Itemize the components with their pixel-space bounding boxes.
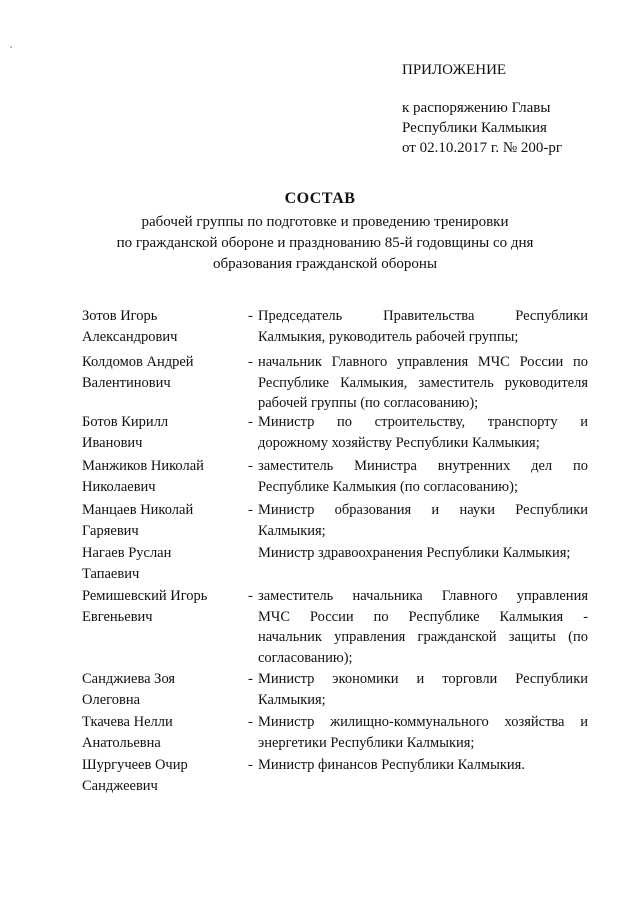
member-role [258,543,588,564]
member-dash: - [248,714,253,730]
member-role-line: Республике Калмыкия (по согласованию); [258,478,518,495]
member-name [82,352,247,393]
member-name-line: Евгеньевич [82,608,153,625]
appendix-heading: ПРИЛОЖЕНИЕ [402,62,507,78]
member-role-line: Республике Калмыкия, заместитель руководителя [258,374,588,391]
member-role-line: Министр жилищно-коммунального хозяйства и [258,714,588,730]
member-role-line: Калмыкия; [258,522,326,539]
member-name [82,586,247,627]
document-subtitle [90,212,560,275]
member-role [258,412,588,453]
member-dash: - [248,502,253,518]
member-name-line: Нагаев Руслан [82,545,172,561]
member-role-line: Министр по строительству, транспорту и [258,414,588,430]
member-role [258,456,588,497]
member-role [258,352,588,414]
member-name-line: Санджеевич [82,777,158,794]
member-name [82,456,247,497]
member-role-line: Калмыкия; [258,691,326,708]
member-role-line: Министр здравоохранения Республики Калмыкия; [258,545,571,561]
member-role [258,500,588,541]
member-name-line: Гаряевич [82,522,139,539]
member-name-line: Валентинович [82,374,171,391]
member-name-line: Анатольевна [82,734,161,751]
member-name [82,500,247,541]
member-name-line: Тапаевич [82,565,140,582]
member-dash: - [248,414,253,430]
appendix-line: Республики Калмыкия [402,120,547,136]
member-dash: - [248,757,253,773]
member-name-line: Олеговна [82,691,141,708]
member-role-line: Министр финансов Республики Калмыкия. [258,757,525,773]
member-name-line: Манцаев Николай [82,502,194,518]
member-role-line: энергетики Республики Калмыкия; [258,734,475,751]
member-dash: - [248,588,253,604]
member-role [258,755,588,776]
member-role [258,306,588,347]
member-role [258,712,588,753]
appendix-line: от 02.10.2017 г. № 200-рг [402,140,563,156]
member-role [258,586,588,668]
member-role-line: заместитель начальника Главного управления [258,588,588,604]
member-role-line: Председатель Правительства Республики [258,308,588,324]
member-name [82,755,247,796]
member-name [82,712,247,753]
member-role-line: МЧС России по Республике Калмыкия - [258,608,588,625]
member-name-line: Колдомов Андрей [82,354,194,370]
member-role-line: рабочей группы (по согласованию); [258,395,479,411]
member-name [82,412,247,453]
member-name-line: Манжиков Николай [82,458,204,474]
member-name-line: Санджиева Зоя [82,671,176,687]
member-name [82,306,247,347]
member-name-line: Ботов Кирилл [82,414,169,430]
member-role-line: начальник управления гражданской защиты (по [258,629,588,645]
subtitle-line: по гражданской обороне и празднованию 85-й годовщины со дня [116,235,534,251]
member-role-line: заместитель Министра внутренних дел по [258,458,588,474]
member-name-line: Иванович [82,434,143,451]
member-role-line: Калмыкия, руководитель рабочей группы; [258,328,519,345]
member-role [258,669,588,710]
member-name-line: Александрович [82,328,178,345]
member-dash: - [248,458,253,474]
member-role-line: начальник Главного управления МЧС России по [258,354,588,370]
member-name-line: Ремишевский Игорь [82,588,208,604]
subtitle-line: рабочей группы по подготовке и проведению тренировки [141,214,509,230]
member-name-line: Шургучеев Очир [82,757,188,773]
member-role-line: дорожному хозяйству Республики Калмыкия; [258,434,540,451]
member-name-line: Николаевич [82,478,156,495]
appendix-line: к распоряжению Главы [402,100,551,116]
member-name-line: Зотов Игорь [82,308,158,324]
scan-speck [10,46,12,48]
member-name [82,543,247,584]
member-role-line: согласованию); [258,649,353,666]
member-name [82,669,247,710]
member-dash: - [248,354,253,370]
appendix-block [402,60,562,158]
member-dash: - [248,308,253,324]
member-name-line: Ткачева Нелли [82,714,173,730]
subtitle-line: образования гражданской обороны [212,256,438,272]
member-dash: - [248,671,253,687]
member-role-line: Министр образования и науки Республики [258,502,588,518]
member-role-line: Министр экономики и торговли Республики [258,671,588,687]
document-title: СОСТАВ [284,190,356,207]
